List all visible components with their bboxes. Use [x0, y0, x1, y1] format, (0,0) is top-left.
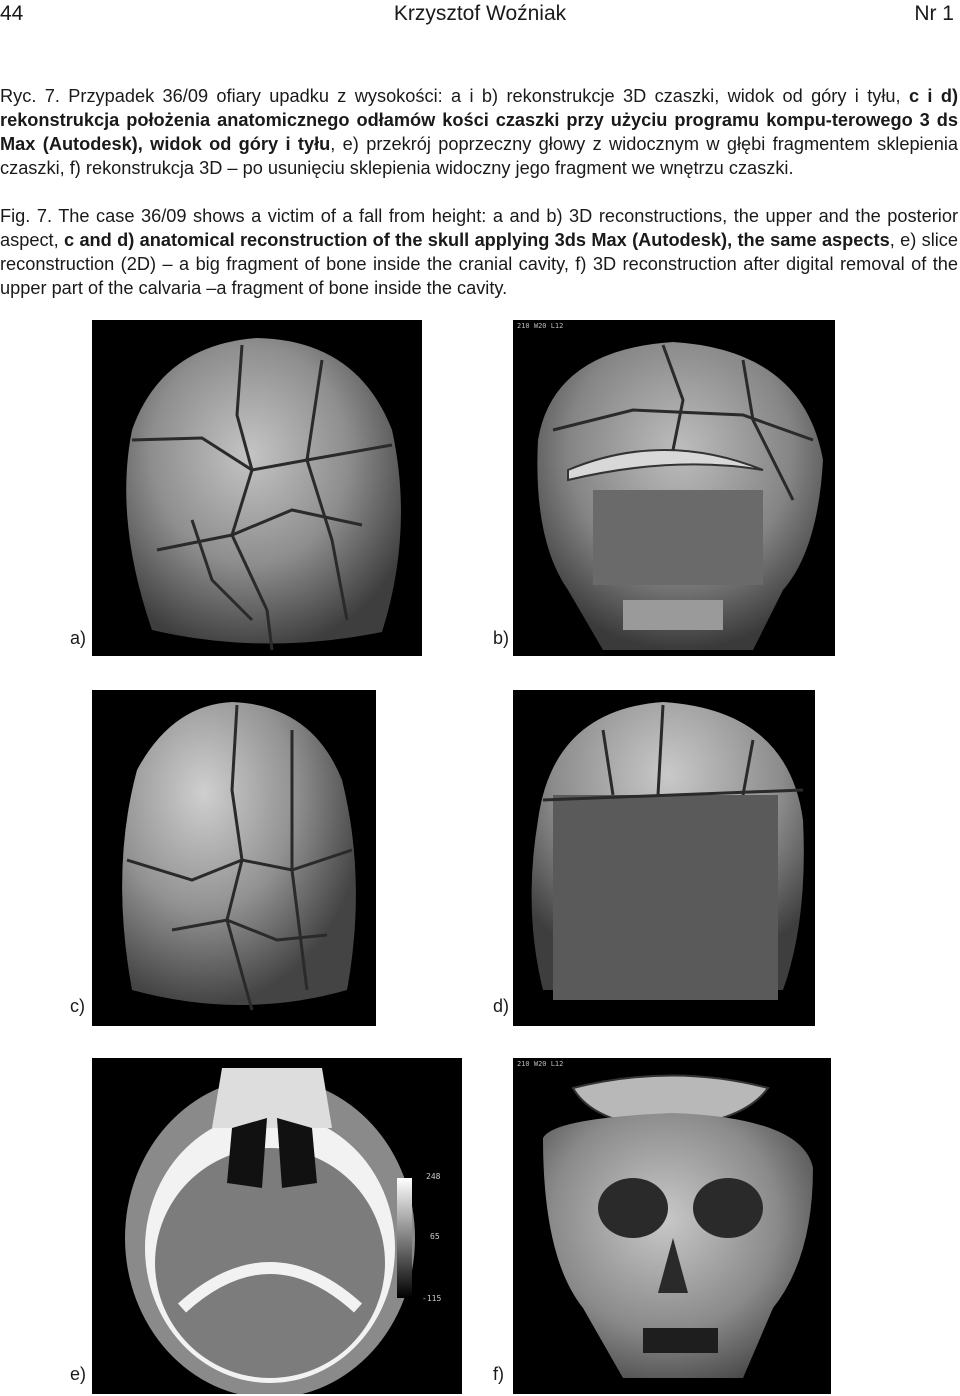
panel-e-ct-slice	[92, 1058, 462, 1394]
panel-c-reconstruction-top-view	[92, 690, 376, 1026]
running-header	[0, 2, 960, 26]
panel-b-label: b)	[493, 628, 510, 648]
skull-open-image	[513, 1058, 831, 1394]
skull-posterior-image	[513, 320, 835, 656]
page-number: 44	[0, 2, 24, 25]
ct-scale-bottom-label: -115	[422, 1294, 442, 1303]
panel-f-label: f)	[493, 1364, 504, 1384]
panel-a-skull-top-view	[92, 320, 422, 656]
panel-d-reconstruction-posterior-view	[513, 690, 815, 1026]
panel-f-overlay-text: 210 W20 L12	[517, 1060, 564, 1068]
panel-e-label: e)	[70, 1364, 87, 1384]
issue-number: Nr 1	[914, 2, 954, 25]
panel-a-label: a)	[70, 628, 87, 648]
reconstruction-top-image	[92, 690, 376, 1026]
author-name: Krzysztof Woźniak	[393, 2, 567, 25]
panel-c-label: c)	[70, 996, 85, 1016]
skull-top-image	[92, 320, 422, 656]
panel-b-skull-posterior-view	[513, 320, 835, 656]
reconstruction-posterior-image	[513, 690, 815, 1026]
panel-b-overlay-text: 210 W20 L12	[517, 322, 564, 330]
caption-english: Fig. 7. The case 36/09 shows a victim of a fall from height: a and b) 3D reconstructions, the upper and the posterior aspect, c and d) anatomical reconstruction of the skull applying 3ds Max (Autodesk), the same aspects, e) slice reconstruction (2D) – a big fragment of bone inside the cranial cavity, f) 3D reconstruction after digital removal of the upper part of the calvaria –a fragment of bone inside the cavity.	[0, 206, 958, 298]
caption-polish: Ryc. 7. Przypadek 36/09 ofiary upadku z wysokości: a i b) rekonstrukcje 3D czaszki, widok od góry i tyłu, c i d) rekonstrukcja położenia anatomicznego odłamów kości czaszki przy użyciu programu kompu-terowego 3 ds Max (Autodesk), widok od góry i tyłu, e) przekrój poprzeczny głowy z widocznym w głębi fragmentem sklepienia czaszki, f) rekonstrukcja 3D – po usunięciu sklepienia widoczny jego fragment we wnętrzu czaszki.	[0, 86, 958, 178]
ct-scale-mid-label: 65	[430, 1232, 440, 1241]
ct-slice-image	[92, 1058, 462, 1394]
panel-d-label: d)	[493, 996, 510, 1016]
ct-scale-top-label: 248	[426, 1172, 441, 1181]
panel-f-skull-calvaria-removed	[513, 1058, 831, 1394]
